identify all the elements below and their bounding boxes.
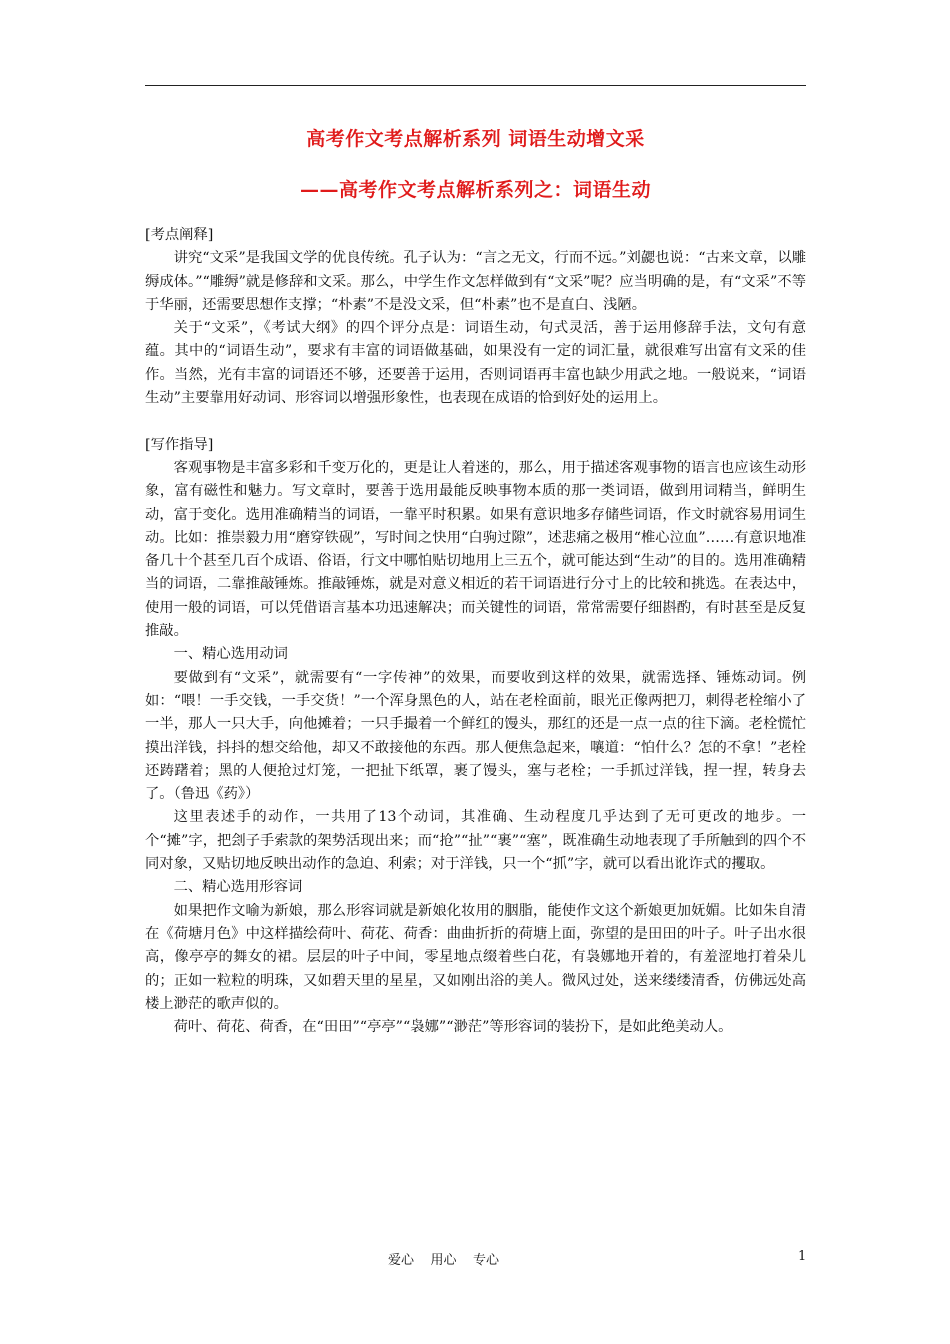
subheading-verbs: 一、精心选用动词	[173, 646, 288, 663]
paragraph: 这里表述手的动作，一共用了13个动词，其准确、生动程度几乎达到了无可更改的地步。一个“摊”字，把刽子手索款的架势活现出来；而“抢”“扯”“裹”“塞”，既准确生动地表现了手所触到的四个不同对象，又贴切地反映出动作的急迫、利索；对于洋钱，只一个“抓”字，就可以看出讹诈式的攫取。	[145, 809, 806, 873]
blank-line	[145, 410, 806, 433]
paragraph: 荷叶、荷花、荷香，在“田田”“亭亭”“袅娜”“渺茫”等形容词的装扮下，是如此绝美动人。	[173, 1019, 733, 1036]
footer-motto: 爱心 用心 专心	[388, 1253, 500, 1268]
subheading-adjectives: 二、精心选用形容词	[173, 879, 303, 896]
paragraph: 要做到有“文采”，就需要有“一字传神”的效果，而要收到这样的效果，就需选择、锤炼动词。例如：“喂！一手交钱，一手交货！”一个浑身黑色的人，站在老栓面前，眼光正像两把刀，刺得老栓缩小了一半，那人一只大手，向他摊着；一只手撮着一个鲜红的馒头，那红的还是一点一点的往下滴。老栓慌忙摸出洋钱，抖抖的想交给他，却又不敢接他的东西。那人便焦急起来，嚷道：“怕什么？怎的不拿！”老栓还踌躇着；黑的人便抢过灯笼，一把扯下纸罩，裹了馒头，塞与老栓；一手抓过洋钱，捏一捏，转身去了。（鲁迅《药》）	[145, 669, 806, 803]
paragraph: 关于“文采”，《考试大纲》的四个评分点是：词语生动，句式灵活，善于运用修辞手法，文句有意蕴。其中的“词语生动”，要求有丰富的词语做基础，如果没有一定的词汇量，就很难写出富有文采的佳作。当然，光有丰富的词语还不够，还要善于运用，否则词语再丰富也缺少用武之地。一般说来，“词语生动”主要靠用好动词、形容词以增强形象性，也表现在成语的恰到好处的运用上。	[145, 320, 806, 407]
page-number: 1	[798, 1249, 807, 1264]
section-heading-explanation: [考点阐释]	[145, 227, 214, 243]
section-heading-guidance: [写作指导]	[145, 436, 214, 453]
document-subtitle: ——高考作文考点解析系列之：词语生动	[299, 179, 651, 201]
paragraph: 如果把作文喻为新娘，那么形容词就是新娘化妆用的胭脂，能使作文这个新娘更加妩媚。比如朱自清在《荷塘月色》中这样描绘荷叶、荷花、荷香：曲曲折折的荷塘上面，弥望的是田田的叶子。叶子出水很高，像亭亭的舞女的裙。层层的叶子中间，零星地点缀着些白花，有袅娜地开着的，有羞涩地打着朵儿的；正如一粒粒的明珠，又如碧天里的星星，又如刚出浴的美人。微风过处，送来缕缕清香，仿佛远处高楼上渺茫的歌声似的。	[145, 902, 806, 1012]
paragraph: 讲究“文采”是我国文学的优良传统。孔子认为：“言之无文，行而不远。”刘勰也说：“古来文章，以雕缛成体。”“雕缛”就是修辞和文采。那么，中学生作文怎样做到有“文采”呢？应当明确的是，有“文采”不等于华丽，还需要思想作支撑；“朴素”不是没文采，但“朴素”也不是直白、浅陋。	[145, 250, 806, 313]
document-title: 高考作文考点解析系列 词语生动增文采	[306, 128, 645, 150]
paragraph: 客观事物是丰富多彩和千变万化的，更是让人着迷的，那么，用于描述客观事物的语言也应该生动形象，富有磁性和魅力。写文章时，要善于选用最能反映事物本质的那一类词语，做到用词精当，鲜明生动，富于变化。选用准确精当的词语，一靠平时积累。如果有意识地多存储些词语，作文时就容易用词生动。比如：推崇毅力用“磨穿铁砚”，写时间之快用“白驹过隙”，述悲痛之极用“椎心泣血”……有意识地准备几十个甚至几百个成语、俗语，行文中哪怕贴切地用上三五个，就可能达到“生动”的目的。选用准确精当的词语，二靠推敲锤炼。推敲锤炼，就是对意义相近的若干词语进行分寸上的比较和挑选。在表达中，使用一般的词语，可以凭借语言基本功迅速解决；而关键性的词语，常常需要仔细斟酌，有时甚至是反复推敲。	[145, 459, 806, 640]
document-body	[145, 224, 806, 1039]
header-rule	[145, 85, 806, 86]
